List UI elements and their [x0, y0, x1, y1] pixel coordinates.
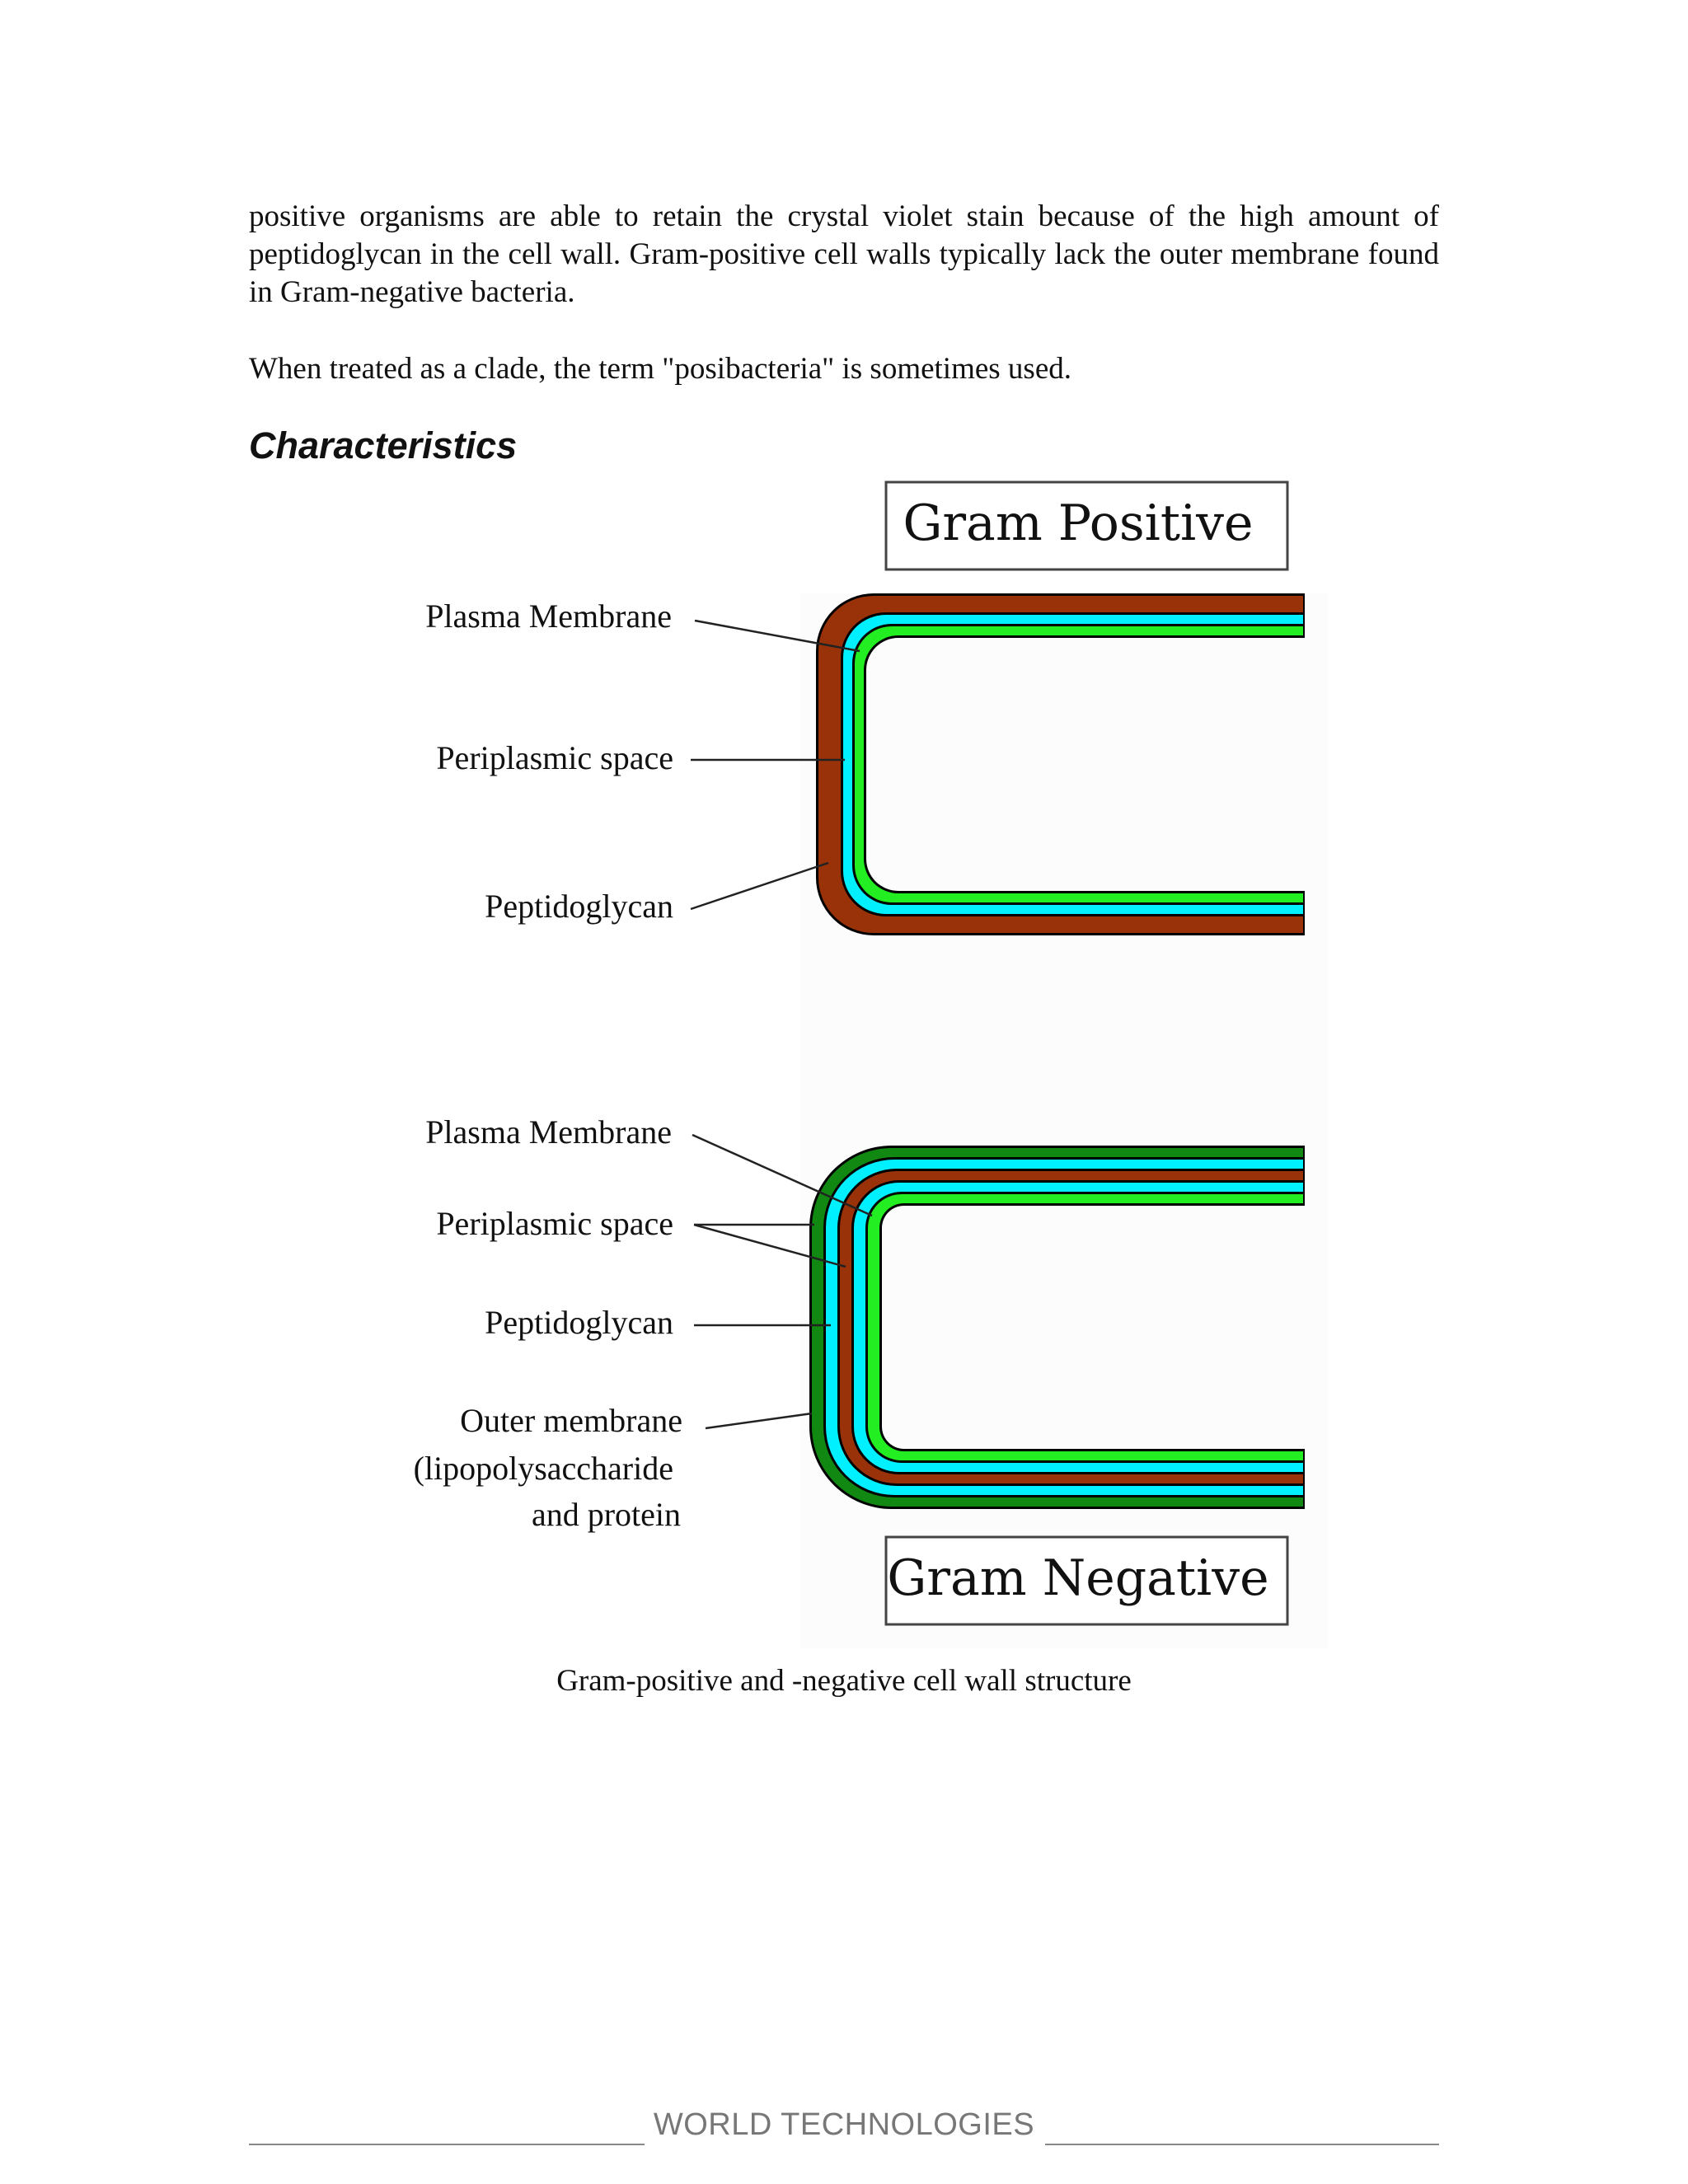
gn-label-outer-membrane: (lipopolysaccharide	[413, 1450, 673, 1487]
gn-label-outer-membrane: Outer membrane	[460, 1402, 682, 1439]
gp-label-peptidoglycan: Peptidoglycan	[485, 888, 673, 925]
pointer-line	[706, 1413, 812, 1428]
gram-negative-title: Gram Negative	[887, 1549, 1269, 1607]
footer-rule	[1045, 2144, 1439, 2145]
body-paragraph: When treated as a clade, the term "posibacteria" is sometimes used.	[249, 352, 1072, 386]
gn-label-periplasmic-space: Periplasmic space	[436, 1205, 673, 1242]
footer-rule	[249, 2144, 645, 2145]
gram-positive-wall	[816, 593, 1319, 935]
gram-positive-title: Gram Positive	[903, 494, 1254, 552]
gn-label-peptidoglycan: Peptidoglycan	[485, 1304, 673, 1341]
section-heading: Characteristics	[249, 424, 518, 466]
cytoplasm	[866, 638, 1319, 891]
gp-label-plasma-membrane: Plasma Membrane	[425, 598, 672, 635]
gn-label-outer-membrane: and protein	[531, 1496, 681, 1533]
gram-negative-wall	[809, 1146, 1319, 1509]
cytoplasm	[882, 1206, 1319, 1449]
gp-label-periplasmic-space: Periplasmic space	[436, 739, 673, 776]
gn-label-plasma-membrane: Plasma Membrane	[425, 1113, 672, 1151]
figure-caption: Gram-positive and -negative cell wall structure	[556, 1664, 1132, 1698]
body-paragraph: positive organisms are able to retain the crystal violet stain because of the high amount of peptidoglycan in the cell wall. Gram-positive cell walls typically lack the outer membrane found in Gram-negative bacteria.	[249, 199, 1439, 309]
footer-text: WORLD TECHNOLOGIES	[653, 2107, 1035, 2142]
page-footer	[249, 2107, 1439, 2145]
